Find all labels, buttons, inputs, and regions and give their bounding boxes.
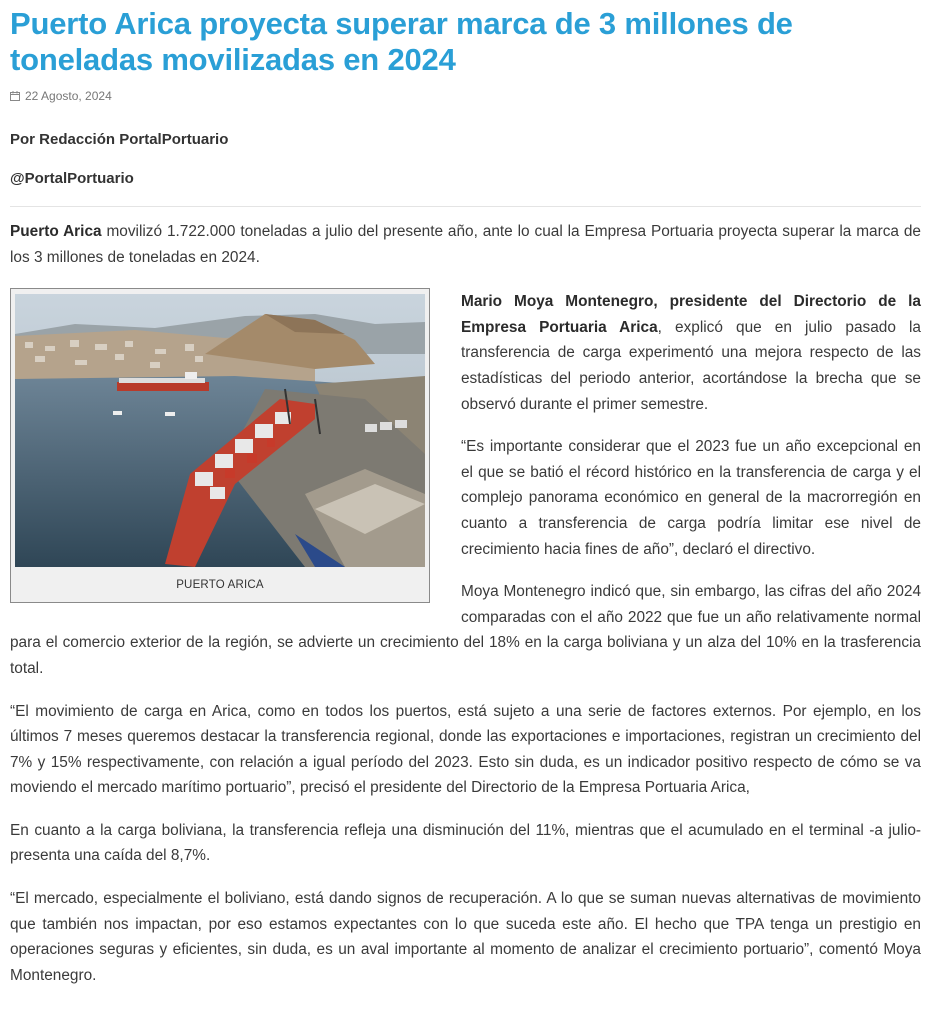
post-meta bbox=[10, 89, 921, 103]
paragraph-strong: Mario Moya Montenegro, presidente del Directorio de la Empresa Portuaria Arica bbox=[461, 293, 921, 336]
paragraph-text: , explicó que en julio pasado la transferencia de carga experimentó una mejora respecto de las estadísticas del periodo anterior, acortándose la brecha que se observó durante el primer semestre. bbox=[461, 318, 921, 413]
body-paragraph-4: “El movimiento de carga en Arica, como en todos los puertos, está sujeto a una serie de factores externos. Por ejemplo, en los últimos 7 meses queremos destacar la transferencia regional, donde las exportaciones e importaciones, registran un crecimiento del 7% y 15% respectivamente, con relación a igual período del 2023. Esto sin duda, es un indicador positivo respecto de cómo se va moviendo el mercado marítimo portuario”, precisó el presidente del Directorio de la Empresa Portuaria Arica, bbox=[10, 702, 921, 797]
lead-strong: Puerto Arica bbox=[10, 223, 102, 240]
body-paragraph-6: “El mercado, especialmente el boliviano, está dando signos de recuperación. A lo que se suman nuevas alternativas de movimiento que también nos impactan, por eso estamos expectantes con lo que suceda este año. El hecho que TPA tenga un prestigio en operaciones seguras y eficientes, sin duda, es un aval importante al momento de analizar el crecimiento portuario”, comentó Moya Montenegro. bbox=[10, 890, 921, 984]
port-aerial-photo[interactable] bbox=[15, 294, 425, 567]
image-caption: PUERTO ARICA bbox=[176, 579, 264, 592]
body-paragraph-3: Moya Montenegro indicó que, sin embargo, las cifras del año 2024 comparadas con el año 2022 que fue un año relativamente normal para el comercio exterior de la región, se advierte un crecimiento del 18% en la carga boliviana y un alza del 10% en la trasferencia total. bbox=[10, 583, 921, 677]
twitter-handle[interactable]: @PortalPortuario bbox=[10, 170, 134, 187]
calendar-icon bbox=[10, 91, 20, 101]
byline: Por Redacción PortalPortuario bbox=[10, 131, 229, 148]
body-paragraph-5: En cuanto a la carga boliviana, la transferencia refleja una disminución del 11%, mientras que el acumulado en el terminal -a julio- presenta una caída del 8,7%. bbox=[10, 821, 921, 865]
body-paragraph-2: “Es importante considerar que el 2023 fue un año excepcional en el que se batió el récord histórico en la transferencia de carga y el complejo panorama económico en general de la macrorregión en cuanto a transferencia de carga podría limitar ese nivel de crecimiento hacia fines de año”, declaró el directivo. bbox=[461, 438, 921, 558]
lead-paragraph bbox=[10, 219, 921, 270]
article bbox=[10, 0, 921, 988]
article-image-figure bbox=[10, 288, 430, 603]
article-title: Puerto Arica proyecta superar marca de 3 millones de toneladas movilizadas en 2024 bbox=[10, 6, 793, 77]
divider bbox=[10, 206, 921, 207]
post-date: 22 Agosto, 2024 bbox=[25, 89, 112, 103]
lead-text: movilizó 1.722.000 toneladas a julio del presente año, ante lo cual la Empresa Portuaria proyecta superar la marca de los 3 millones de toneladas en 2024. bbox=[10, 223, 921, 266]
